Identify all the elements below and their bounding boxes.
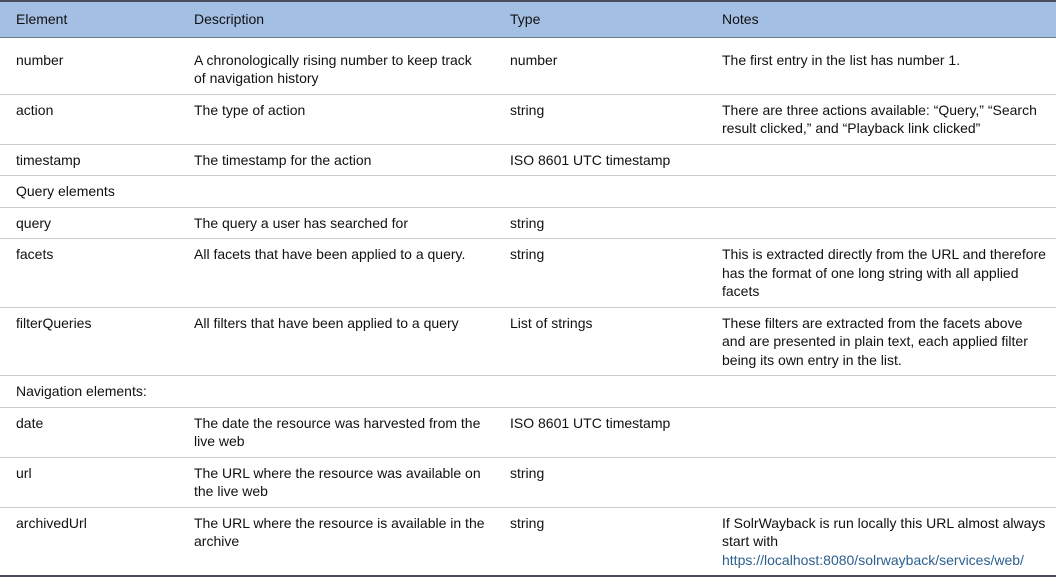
header-description: Description xyxy=(178,1,494,37)
table-row xyxy=(0,507,1056,576)
cell-type xyxy=(494,176,706,208)
cell-notes: There are three actions available: “Query,” “Search result clicked,” and “Playback link clicked” xyxy=(706,94,1056,144)
cell-element: filterQueries xyxy=(0,307,178,376)
cell-notes xyxy=(706,207,1056,239)
section-label: Query elements xyxy=(0,176,178,208)
cell-description: The type of action xyxy=(178,94,494,144)
cell-notes: This is extracted directly from the URL and therefore has the format of one long string with all applied facets xyxy=(706,239,1056,308)
cell-type xyxy=(494,376,706,408)
table-row xyxy=(0,144,1056,176)
section-row-navigation xyxy=(0,376,1056,408)
table-row xyxy=(0,94,1056,144)
section-label: Navigation elements: xyxy=(0,376,178,408)
notes-text: If SolrWayback is run locally this URL almost always start with xyxy=(722,514,1046,549)
table-row xyxy=(0,207,1056,239)
table-row xyxy=(0,239,1056,308)
cell-notes xyxy=(706,457,1056,507)
cell-description: The timestamp for the action xyxy=(178,144,494,176)
localhost-url-link[interactable]: https://localhost:8080/solrwayback/services/web/ xyxy=(722,551,1024,568)
header-notes: Notes xyxy=(706,1,1056,37)
cell-element: facets xyxy=(0,239,178,308)
cell-type: string xyxy=(510,514,545,531)
cell-description: All facets that have been applied to a query. xyxy=(178,239,494,308)
cell-element: timestamp xyxy=(0,144,178,176)
cell-element: url xyxy=(0,457,178,507)
cell-description xyxy=(178,376,494,408)
table-row xyxy=(0,407,1056,457)
cell-description: All filters that have been applied to a query xyxy=(178,307,494,376)
cell-type: string xyxy=(494,94,706,144)
cell-type: string xyxy=(494,457,706,507)
cell-description xyxy=(178,176,494,208)
cell-description: The query a user has searched for xyxy=(178,207,494,239)
cell-type: number xyxy=(494,48,706,95)
cell-notes xyxy=(706,407,1056,457)
cell-description: The URL where the resource is available in the archive xyxy=(194,514,485,549)
cell-description: The URL where the resource was available on the live web xyxy=(178,457,494,507)
header-element: Element xyxy=(0,1,178,37)
cell-notes xyxy=(706,376,1056,408)
cell-element: archivedUrl xyxy=(16,514,87,531)
cell-element: date xyxy=(0,407,178,457)
cell-type: ISO 8601 UTC timestamp xyxy=(494,144,706,176)
header-type: Type xyxy=(494,1,706,37)
cell-element: number xyxy=(0,48,178,95)
cell-element: query xyxy=(0,207,178,239)
table-row xyxy=(0,48,1056,95)
table-row xyxy=(0,457,1056,507)
table-body xyxy=(0,37,1056,576)
cell-notes xyxy=(706,144,1056,176)
table-row xyxy=(0,307,1056,376)
cell-notes: The first entry in the list has number 1. xyxy=(706,48,1056,95)
cell-type: string xyxy=(494,239,706,308)
cell-description: A chronologically rising number to keep track of navigation history xyxy=(178,48,494,95)
cell-notes xyxy=(706,507,1056,576)
section-row-query xyxy=(0,176,1056,208)
cell-type: string xyxy=(494,207,706,239)
cell-element: action xyxy=(0,94,178,144)
cell-notes: These filters are extracted from the facets above and are presented in plain text, each applied filter being its own entry in the list. xyxy=(706,307,1056,376)
header-row xyxy=(0,1,1056,37)
cell-notes xyxy=(706,176,1056,208)
table-header xyxy=(0,1,1056,37)
header-spacer xyxy=(0,37,1056,48)
cell-description: The date the resource was harvested from the live web xyxy=(178,407,494,457)
cell-type: List of strings xyxy=(494,307,706,376)
cell-type: ISO 8601 UTC timestamp xyxy=(494,407,706,457)
